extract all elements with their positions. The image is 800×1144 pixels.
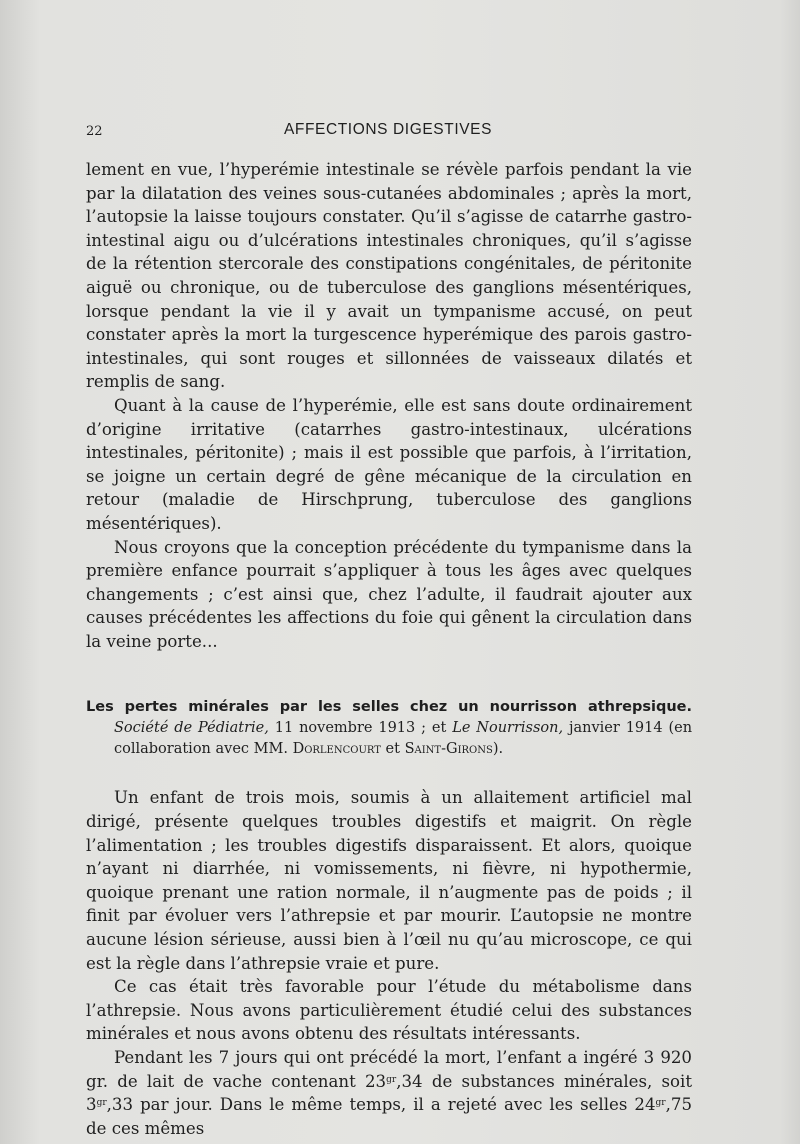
unit-sup-3: gr	[655, 1098, 666, 1109]
citation-conjunction: et	[385, 741, 400, 758]
measure-text-d: ,75 de ces mêmes	[86, 1095, 692, 1138]
page-header	[86, 121, 690, 141]
citation-author-1: Dorlencourt	[292, 741, 381, 758]
page-number: 22	[86, 124, 103, 139]
unit-sup-1: gr	[386, 1074, 397, 1085]
text-body	[86, 158, 692, 1140]
measure-text-a: Pendant les 7 jours qui ont précédé la mort, l’enfant a ingéré 3 920 gr. de lait de vache contenant 23	[86, 1048, 692, 1091]
bibliographic-citation	[86, 697, 692, 760]
running-title: AFFECTIONS DIGESTIVES	[283, 121, 493, 138]
paragraph-measurements	[86, 1046, 692, 1140]
unit-sup-2: gr	[96, 1098, 107, 1109]
citation-author-2: Saint-Girons	[404, 741, 493, 758]
paragraph-study: Ce cas était très favorable pour l’étude du métabolisme dans l’athrepsie. Nous avons particulièrement étudié celui des substances minérales et nous avons obtenu des résultats intéressants.	[86, 977, 692, 1044]
paragraph-continued: lement en vue, l’hyperémie intestinale se révèle parfois pendant la vie par la dilatation des veines sous-cutanées abdominales ; après la mort, l’autopsie la laisse toujours constater. Qu’il s’agisse de catarrhe gastro-intestinal aigu ou d’ulcérations intestinales chroniques, qu’il s’agisse de la rétention stercorale des constipations congénitales, de péritonite aiguë ou chronique, ou de tuberculose des ganglions mésentériques, lorsque pendant la vie il y avait un tympanisme accusé, on peut constater après la mort la turgescence hyperémique des parois gastro-intestinales, qui sont rouges et sillonnées de vaisseaux dilatés et remplis de sang.	[86, 160, 692, 392]
case-section	[86, 786, 692, 1140]
citation-date: 11 novembre 1913 ; et	[274, 720, 447, 737]
citation-journal-2: Le Nourrisson,	[452, 720, 564, 737]
citation-journal: Société de Pédiatrie,	[114, 720, 269, 737]
paragraph-case: Un enfant de trois mois, soumis à un allaitement artificiel mal dirigé, présente quelques troubles digestifs et maigrit. On règle l’alimentation ; les troubles digestifs disparaissent. Et alors, quoique n’ayant ni diarrhée, ni vomissements, ni fièvre, ni hypothermie, quoique prenant une ration normale, il n’augmente pas de poids ; il finit par évoluer vers l’athrepsie et par mourir. L’autopsie ne montre aucune lésion sérieuse, aussi bien à l’œil nu qu’au microscope, ce qui est la règle dans l’athrepsie vraie et pure.	[86, 788, 692, 973]
citation-date-2: janvier 1914 (en collaboration avec MM.	[114, 720, 693, 758]
citation-end: ).	[492, 741, 504, 758]
paragraph-conception: Nous croyons que la conception précédente du tympanisme dans la première enfance pourrait s’appliquer à tous les âges avec quelques changements ; c’est ainsi que, chez l’adulte, il faudrait ajouter aux causes précédentes les affections du foie qui gênent la circulation dans la veine porte...	[86, 537, 692, 651]
paragraph-cause: Quant à la cause de l’hyperémie, elle est sans doute ordinairement d’origine irritative (catarrhes gastro-intestinaux, ulcérations intestinales, péritonite) ; mais il est possible que parfois, à l’irritation, se joigne un certain degré de gêne mécanique de la circulation en retour (maladie de Hirschprung, tuberculose des ganglions mésentériques).	[86, 395, 692, 533]
citation-title: Les pertes minérales par les selles chez un nourrisson athrepsique.	[86, 699, 692, 716]
measure-text-c: ,33 par jour. Dans le même temps, il a rejeté avec les selles 24	[106, 1095, 656, 1115]
measure-text-b: ,34 de substances minérales, soit 3	[86, 1071, 692, 1115]
